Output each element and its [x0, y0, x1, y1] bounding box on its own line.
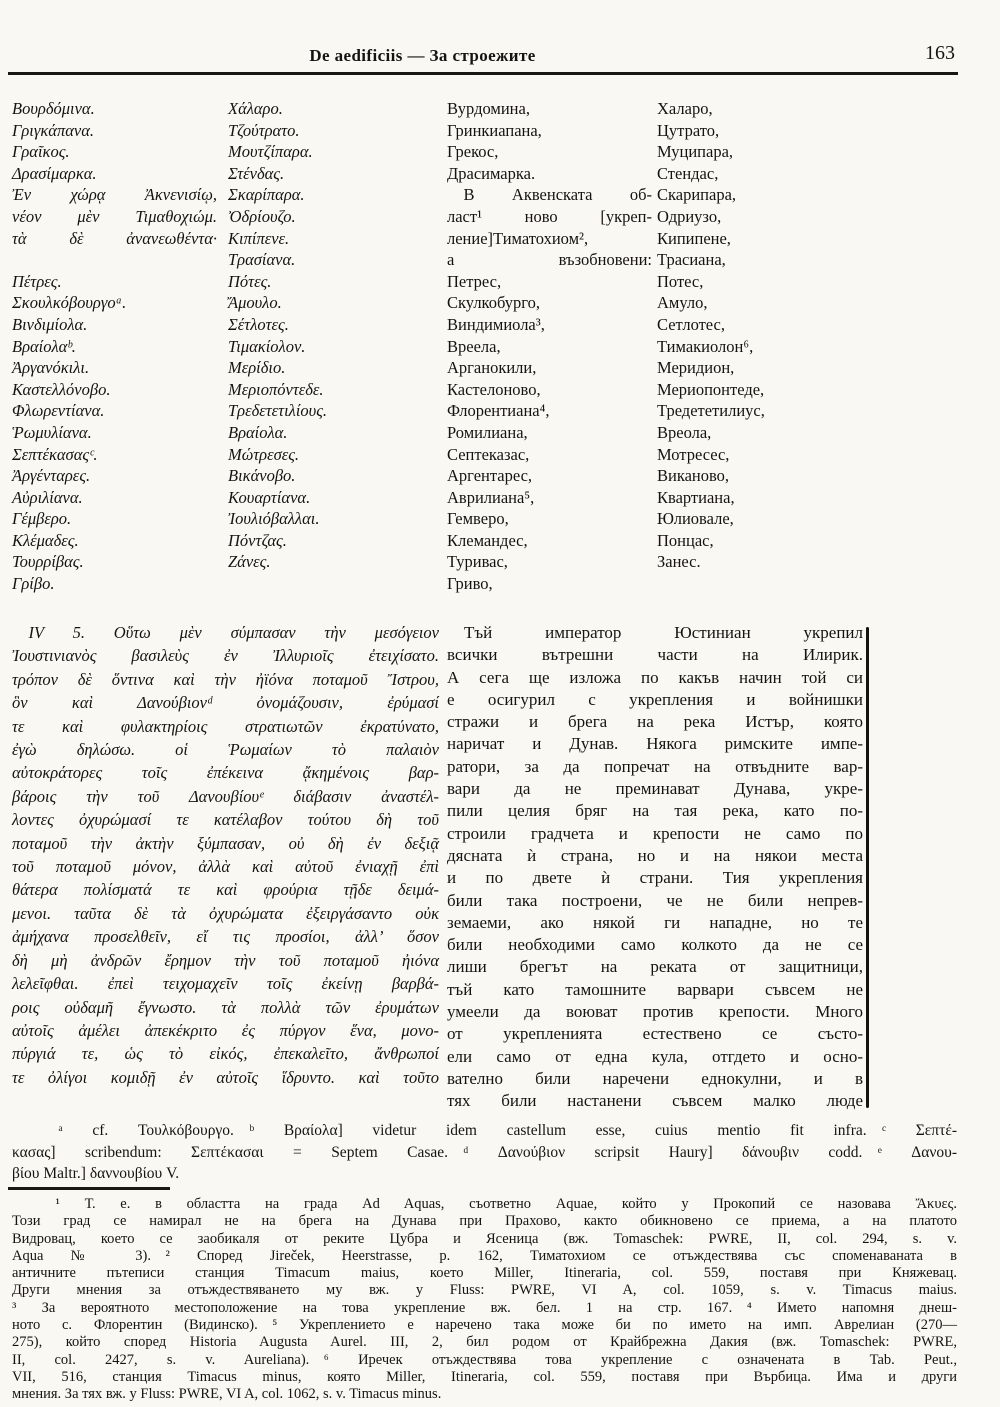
- text-line: βάροις τὴν τοῦ Δανουβίουᵉ διάβασιν ἀναστέλ-: [12, 786, 439, 806]
- text-line: Ἀργανόκιλι.: [12, 358, 90, 378]
- text-line: Τρασίανα.: [228, 250, 296, 270]
- text-line: стражи и брега на река Истър, която: [447, 712, 863, 732]
- text-line: Καστελλόνοβο.: [12, 379, 111, 399]
- text-line: μενοι. ταῦτα δὲ τὰ ὀχυρώματα ἐξειργάσαντο οὐκ: [12, 903, 439, 923]
- text-line: Δρασίμαρκα.: [12, 163, 97, 183]
- text-line: Виканово,: [657, 466, 730, 486]
- text-line: Виндимиола³,: [447, 314, 545, 334]
- text-line: Φλωρεντίανα.: [12, 401, 105, 421]
- text-line: [12, 249, 217, 271]
- text-line: αὐτοῖς ἀμέλει ἀπεκέκριτο ἐς πύργον ἕνα, μονο-: [12, 1020, 439, 1040]
- text-line: Петрес,: [447, 271, 502, 291]
- text-line: Τρεδετετιλίους.: [228, 401, 328, 421]
- text-line: τε καὶ φυλακτηρίοις στρατιωτῶν ἐκρατύνατο,: [12, 716, 439, 736]
- text-line: Μουτζίπαρα.: [228, 142, 313, 162]
- text-line: 275), който според Historia Augusta Aurel. III, 2, бил родом от Крайбрежна Дакия (вж. Tomaschek: PWRE,: [12, 1334, 957, 1351]
- text-line: дясната ѝ страна, но и на някои места: [447, 845, 863, 865]
- text-line: Πόντζας.: [228, 530, 287, 550]
- text-line: вателно били наречени еднокулни, и в: [447, 1068, 863, 1088]
- text-line: Грекос,: [447, 142, 499, 162]
- text-line: Ῥωμυλίανα.: [12, 422, 92, 442]
- text-line: е осигурил с укрепления и войнишки: [447, 689, 863, 709]
- text-line: Този град се намирал не на брега на Дунава при Прахово, както обикновено се приема, а на платото: [12, 1213, 957, 1230]
- text-line: В Аквенската об-: [447, 185, 652, 205]
- text-line: Мотресес,: [657, 444, 730, 464]
- text-line: Мериопонтеде,: [657, 379, 765, 399]
- text-line: Квартиана,: [657, 487, 735, 507]
- text-line: ³ За вероятното местоположение на това укрепление вж. бел. 1 на стр. 167. ⁴ Името напомня днеш-: [12, 1299, 957, 1316]
- text-line: Τιμακίολον.: [228, 336, 306, 356]
- text-line: строили градчета и крепости не само по: [447, 823, 863, 843]
- text-line: Μεριοπόντεδε.: [228, 379, 324, 399]
- text-line: II, col. 2427, s. v. Aureliana). ⁶ Иречек отъждествява това укрепление с означената в Tab. Peut.,: [12, 1351, 957, 1368]
- text-line: А сега ще изложа по какъв начин той си: [447, 667, 863, 687]
- text-line: Ὀδρίουζο.: [228, 206, 296, 226]
- text-line: Юлиовале,: [657, 509, 734, 529]
- text-line: ратори, за да попречат на отвъдните вар-: [447, 756, 863, 776]
- text-line: βίου Maltr.] δαννουβίου V.: [12, 1165, 180, 1182]
- greek-place-names-column-2: [228, 98, 435, 573]
- bulgarian-place-names-column-2: [657, 98, 865, 573]
- text-line: ното с. Флорентин (Видинско). ⁵ Укреплението е наречено така може би по името на имп. Аврелиан (270—: [12, 1317, 957, 1334]
- text-line: λοντες ὀχυρώμασί τε κατέλαβον τούτου δὴ τοῦ: [12, 810, 439, 830]
- text-line: πύργιά τε, ὡς τὸ εἰκός, ἐπεκαλεῖτο, ἄνθρωποί: [12, 1044, 439, 1064]
- text-line: Други мнения за отъждествяването му вж. у Fluss: PWRE, VI A, col. 1059, s. v. Timacus maius.: [12, 1282, 957, 1299]
- text-line: ление]Тиматохиом²,: [447, 228, 589, 248]
- text-line: Ромилиана,: [447, 422, 528, 442]
- text-line: Μερίδιο.: [228, 358, 286, 378]
- text-line: Гринкиапана,: [447, 120, 542, 140]
- text-line: Γριγκάπανα.: [12, 120, 95, 140]
- text-line: Клемандес,: [447, 530, 528, 550]
- greek-place-names-column-1: [12, 98, 217, 595]
- text-line: τρόπον δὲ ὅντινα καὶ τὴν ἠϊόνα ποταμοῦ Ἴστρου,: [12, 669, 439, 689]
- text-line: Σκαρίπαρα.: [228, 185, 305, 205]
- text-line: Σεπτέκασαςᶜ.: [12, 444, 98, 464]
- text-line: τὰ δὲ ἀνανεωθέντα·: [12, 228, 217, 248]
- text-line: Гриво,: [447, 574, 493, 594]
- header-rule: [8, 72, 958, 75]
- text-line: били необходими само колкото да не се: [447, 935, 863, 955]
- text-line: Амуло,: [657, 293, 708, 313]
- text-line: Γέμβερο.: [12, 509, 72, 529]
- text-line: Σέτλοτες.: [228, 314, 289, 334]
- text-line: Понцас,: [657, 530, 714, 550]
- text-line: Тредететилиус,: [657, 401, 765, 421]
- text-line: Флорентиана⁴,: [447, 401, 550, 421]
- text-line: Сетлотес,: [657, 314, 725, 334]
- text-line: Вреола,: [657, 422, 712, 442]
- text-line: Ζάνες.: [228, 552, 271, 572]
- text-line: античните пътеписи станция Timacum maius, което Miller, Itineraria, col. 559, поставя при Княжевац.: [12, 1265, 957, 1282]
- text-line: всички вътрешни части на Илирик.: [447, 645, 863, 665]
- text-line: Кастелоново,: [447, 379, 541, 399]
- text-line: лиши брегът на реката от защитници,: [447, 957, 863, 977]
- text-line: ели само от една кула, отгдето и осно-: [447, 1046, 863, 1066]
- text-line: мнения. За тях вж. у Fluss: PWRE, VI A, col. 1062, s. v. Timacus minus.: [12, 1386, 442, 1403]
- text-line: Σκουλκόβουργοᵃ.: [12, 293, 127, 313]
- text-line: Κιπίπενε.: [228, 228, 290, 248]
- running-title: De aedificiis — За строежите: [309, 46, 536, 65]
- margin-line: [866, 627, 869, 1108]
- text-line: наричат и Дунав. Някога римските импе-: [447, 734, 863, 754]
- text-line: Стендас,: [657, 163, 719, 183]
- text-line: Αὐριλίανα.: [12, 487, 83, 507]
- text-line: Вурдомина,: [447, 99, 530, 118]
- text-line: αὐτοκράτορες τοῖς ἐπέκεινα ᾄκημένοις βαρ-: [12, 763, 439, 783]
- text-line: Ἀργένταρες.: [12, 466, 91, 486]
- text-line: и по двете ѝ страни. Тия укрепления: [447, 868, 863, 888]
- text-line: земаеми, ако някой ги нападне, но те: [447, 912, 863, 932]
- text-line: Ἰουλιόβαλλαι.: [228, 509, 320, 529]
- text-line: а възобновени:: [447, 250, 652, 270]
- text-line: Βραίολαᵇ.: [12, 336, 76, 356]
- text-line: τε ὀλίγοι κομιδῇ ἐν αὐτοῖς ἵδρυντο. καὶ τοῦτο: [12, 1067, 439, 1087]
- text-line: Πότες.: [228, 271, 272, 291]
- bulgarian-place-names-column-1: [447, 98, 652, 595]
- text-line: VII, 516, станция Timacus minus, която Miller, Itineraria, col. 559, поставя при Върбица. Има и други: [12, 1368, 957, 1385]
- text-line: λελεῖφθαι. ἐπεὶ τειχομαχεῖν τοῖς ἐκείνῃ βαρβά-: [12, 974, 439, 994]
- text-line: ᵃ cf. Τουλκόβουργο. ᵇ Βραίολα] videtur idem castellum esse, cuius mentio fit infra. ᶜ Σεπτέ-: [12, 1122, 957, 1139]
- text-line: ποταμοῦ τὴν ἀκτὴν ξύμπασαν, οὐ δὴ ἐν δεξιᾷ: [12, 833, 439, 853]
- text-line: Ἐν χώρᾳ Ἀκνενισίῳ,: [12, 185, 217, 205]
- text-line: Тимакиолон⁶,: [657, 336, 754, 356]
- text-line: Вреела,: [447, 336, 501, 356]
- text-line: Βουρδόμινα.: [12, 99, 95, 118]
- text-line: Цутрато,: [657, 120, 720, 140]
- text-line: от укрепленията естествено се състо-: [447, 1024, 863, 1044]
- text-line: Потес,: [657, 271, 704, 291]
- greek-source-paragraph: [12, 621, 439, 1089]
- text-line: Βραίολα.: [228, 422, 288, 442]
- text-line: Арганокили,: [447, 358, 537, 378]
- bulgarian-translation-paragraph: [447, 622, 863, 1113]
- text-line: Ἄμουλο.: [228, 293, 282, 313]
- text-line: ¹ Т. е. в областта на града Ad Aquas, съответно Aquae, който у Прокопий се назовава Ἄκυες.: [12, 1196, 957, 1212]
- footnotes-block: [12, 1196, 957, 1404]
- text-line: Κουαρτίανα.: [228, 487, 311, 507]
- text-line: пили целия бряг на тая река, като по-: [447, 801, 863, 821]
- text-line: тъй като тамошните варвари съвсем не: [447, 979, 863, 999]
- text-line: Тъй император Юстиниан укрепил: [447, 623, 863, 642]
- text-line: Πέτρες.: [12, 271, 62, 291]
- text-line: Трасиана,: [657, 250, 726, 270]
- text-line: Драсимарка.: [447, 163, 536, 183]
- text-line: Κλέμαδες.: [12, 530, 79, 550]
- text-line: ласт¹ ново [укреп-: [447, 206, 652, 226]
- text-line: Аргентарес,: [447, 466, 533, 486]
- text-line: θάτερα πολίσματά τε καὶ φρούρια τῇδε δειμά-: [12, 880, 439, 900]
- text-line: Септеказас,: [447, 444, 530, 464]
- text-line: ἐγὼ δηλώσω. οἱ Ῥωμαίων τὸ παλαιὸν: [12, 740, 439, 760]
- text-line: ὃν καὶ Δανούβιονᵈ ὀνομάζουσιν, ἐρύμασί: [12, 693, 439, 713]
- text-line: Одриузо,: [657, 206, 722, 226]
- text-line: Видровац, което се заобикаля от реките Цубра и Ясеница (вж. Tomaschek: PWRE, II, col. 294, s. v.: [12, 1230, 957, 1247]
- text-line: Γρίβο.: [12, 574, 55, 594]
- text-line: Βινδιμίολα.: [12, 314, 88, 334]
- text-line: Халаро,: [657, 99, 713, 118]
- text-line: τοῦ ποταμοῦ μόνον, ἀλλὰ καὶ αὐτοῦ ἐνιαχῇ ἐπὶ: [12, 857, 439, 877]
- text-line: Μώτρεσες.: [228, 444, 300, 464]
- text-line: Меридион,: [657, 358, 735, 378]
- text-line: Занес.: [657, 552, 701, 572]
- text-line: Туривас,: [447, 552, 508, 572]
- text-line: νέον μὲν Τιμαθοχιώμ.: [12, 206, 217, 226]
- text-line: Аврилиана⁵,: [447, 487, 535, 507]
- text-line: били така построени, че не били непрев-: [447, 890, 863, 910]
- text-line: умеели да воюват против крепости. Много: [447, 1002, 863, 1022]
- text-line: Муципара,: [657, 142, 734, 162]
- text-line: Ἰουστινιανὸς βασιλεὺς ἐν Ἰλλυριοῖς ἐτειχίσατο.: [12, 646, 439, 666]
- footnote-separator-rule: [8, 1187, 170, 1190]
- text-line: Кипипене,: [657, 228, 731, 248]
- text-line: тях били настанени съвсем малко люде: [447, 1091, 863, 1111]
- text-line: ροις οὐδαμῆ ἔγνωστο. τὰ πολλὰ τῶν ἐρυμάτων: [12, 997, 439, 1017]
- page-number: 163: [925, 42, 955, 64]
- text-line: Γραῖκος.: [12, 142, 70, 162]
- text-line: Στένδας.: [228, 163, 285, 183]
- text-line: δὴ μὴ ἀνδρῶν ἔρημον τὴν τοῦ ποταμοῦ ἠιόνα: [12, 950, 439, 970]
- text-line: Τουρρίβας.: [12, 552, 84, 572]
- critical-apparatus: [12, 1120, 957, 1185]
- text-line: Гемверо,: [447, 509, 509, 529]
- text-line: Τζούτρατο.: [228, 120, 300, 140]
- text-line: Скарипара,: [657, 185, 737, 205]
- text-line: κασας] scribendum: Σεπτέκασαι = Septem Casae. ᵈ Δανούβιον scripsit Haury] δάνουβιν codd. ᵉ Δανου-: [12, 1143, 957, 1161]
- text-line: вари да не преминават Дунава, укре-: [447, 779, 863, 799]
- text-line: Скулкобурго,: [447, 293, 540, 313]
- text-line: IV 5. Οὕτω μὲν σύμπασαν τὴν μεσόγειον: [12, 623, 439, 642]
- text-line: Χάλαρο.: [228, 99, 283, 118]
- text-line: ἀμήχανα προσελθεῖν, εἴ τις προσίοι, ἀλλ’ ὅσον: [12, 927, 439, 947]
- text-line: Aqua № 3). ² Според Jireček, Heerstrasse, p. 162, Тиматохиом се отъждествява със споменаваната в: [12, 1247, 957, 1264]
- text-line: Βικάνοβο.: [228, 466, 296, 486]
